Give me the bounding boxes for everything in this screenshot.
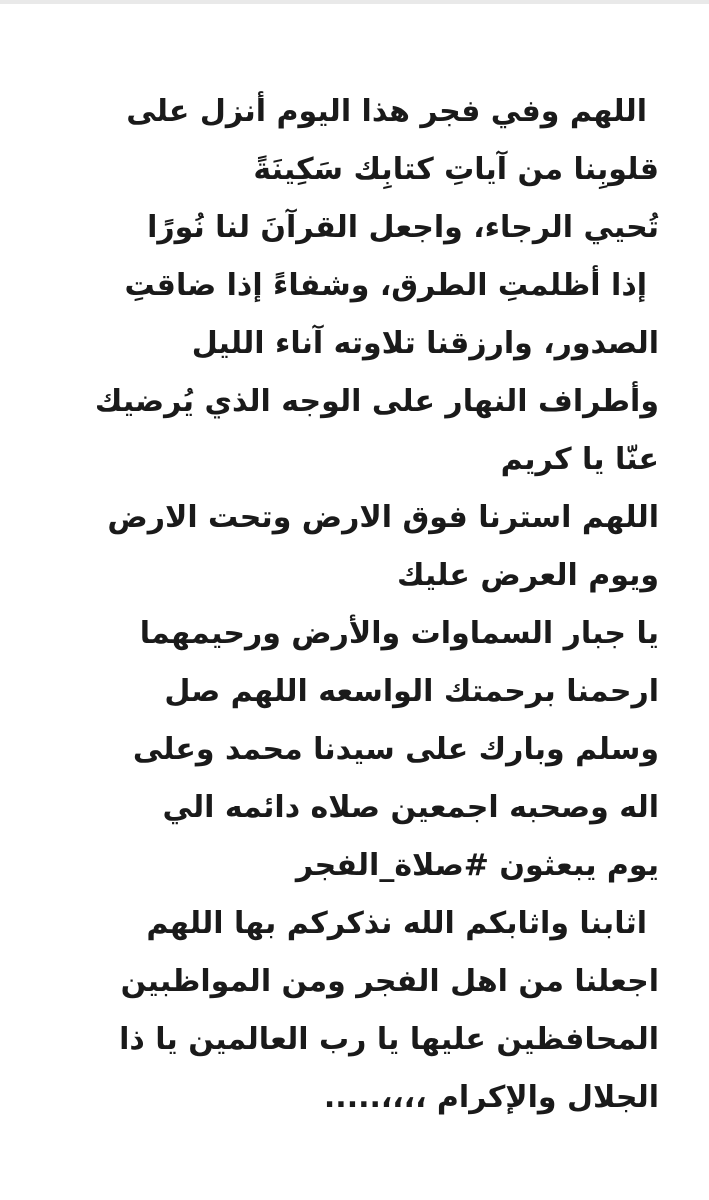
text-line-16: اجعلنا من اهل الفجر ومن المواظبين [120, 964, 659, 999]
text-line-12: وسلم وبارك على سيدنا محمد وعلى [132, 732, 659, 767]
text-line-1: اللهم وفي فجر هذا اليوم أنزل على [126, 94, 647, 129]
text-line-10: يا جبار السماوات والأرض ورحيمهما [139, 616, 659, 651]
text-line-14: يوم يبعثون #صلاة_الفجر [295, 848, 659, 883]
text-line-15: اثابنا واثابكم الله نذكركم بها اللهم [146, 906, 647, 941]
top-edge-divider [0, 0, 709, 4]
text-line-7: عنّا يا كريم [500, 442, 659, 477]
text-line-8: اللهم استرنا فوق الارض وتحت الارض [107, 500, 659, 535]
text-line-17: المحافظين عليها يا رب العالمين يا ذا [119, 1022, 659, 1057]
text-line-3: تُحيي الرجاء، واجعل القرآنَ لنا نُورًا [147, 210, 659, 245]
text-line-13: اله وصحبه اجمعين صلاه دائمه الي [162, 790, 659, 825]
text-line-4: إذا أظلمتِ الطرق، وشفاءً إذا ضاقتِ [124, 268, 647, 303]
text-line-18: الجلال والإكرام ،،،،..... [323, 1080, 659, 1115]
text-line-11: ارحمنا برحمتك الواسعه اللهم صل [164, 674, 659, 709]
prayer-text-block [0, 83, 709, 1127]
text-line-5: الصدور، وارزقنا تلاوته آناء الليل [191, 326, 659, 361]
text-line-6: وأطراف النهار على الوجه الذي يُرضيك [94, 384, 659, 419]
text-line-2: قلوبِنا من آياتِ كتابِك سَكِينَةً [253, 152, 659, 187]
text-line-9: ويوم العرض عليك [396, 558, 659, 593]
